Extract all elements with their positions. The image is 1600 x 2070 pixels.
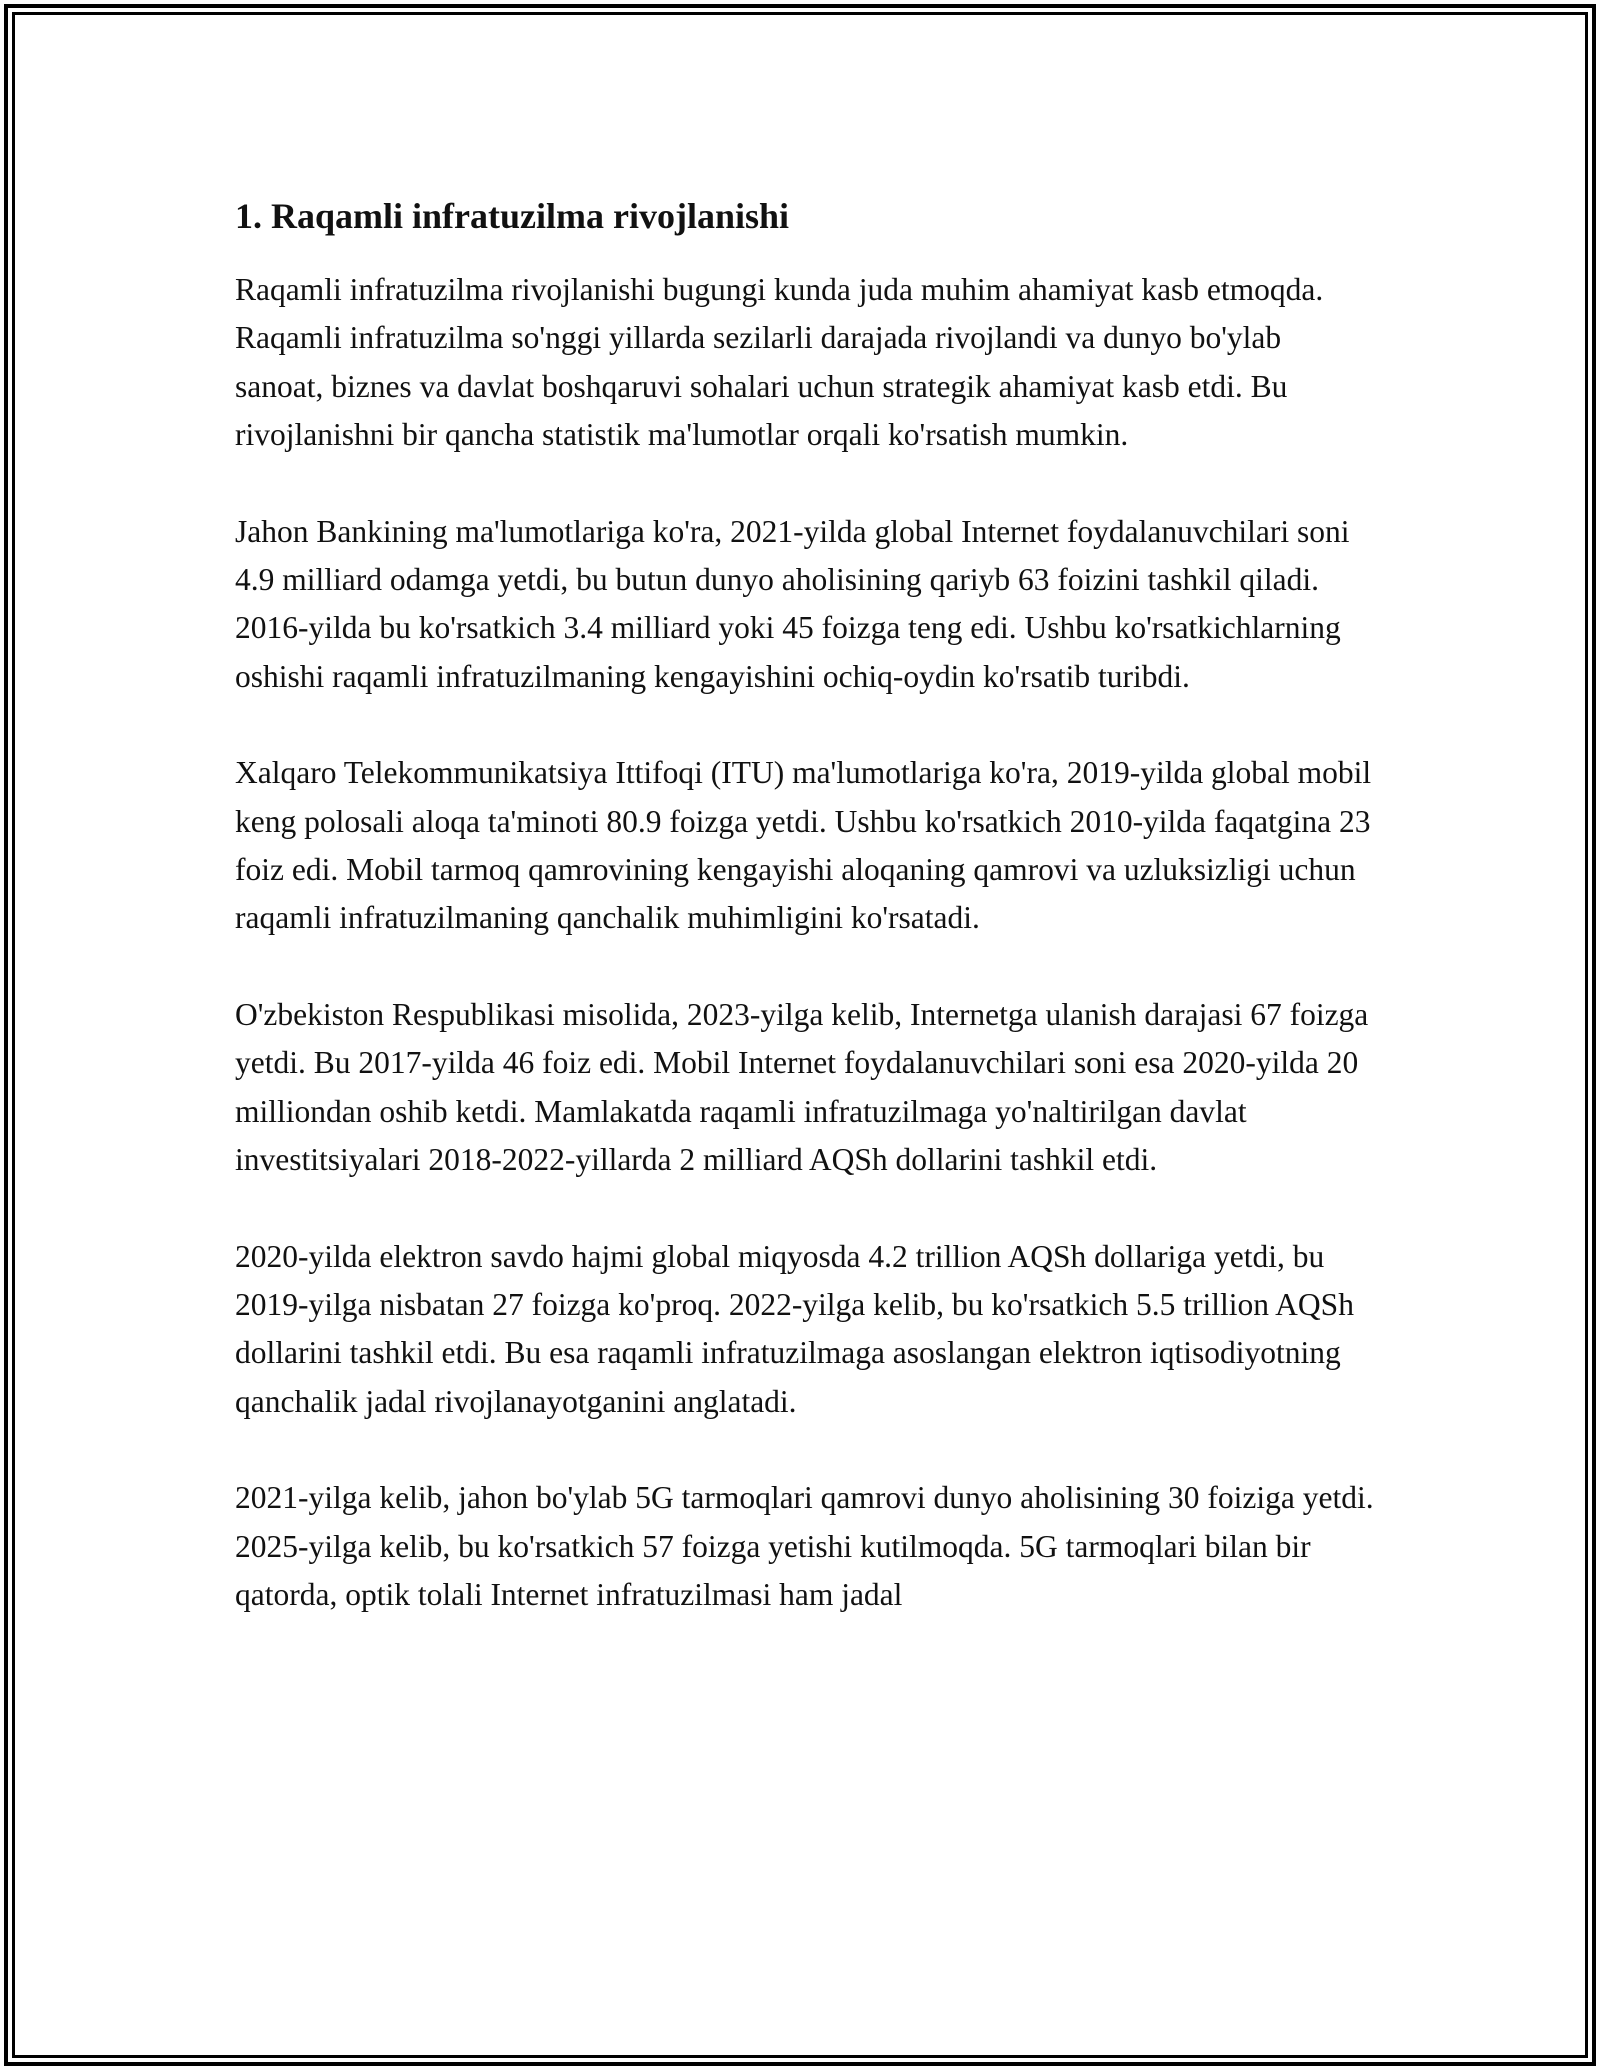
paragraph-ecommerce: 2020-yilda elektron savdo hajmi global miqyosda 4.2 trillion AQSh dollariga yetdi, bu 2019-yilga nisbatan 27 foizga ko'proq. 2022-yilga kelib, bu ko'rsatkich 5.5 trillion AQSh dollarini tashkil etdi. Bu esa raqamli infratuzilmaga asoslangan elektron iqtisodiyotning qanchalik jadal rivojlanayotganini anglatadi. <box>235 1238 1354 1419</box>
paragraph-5g: 2021-yilga kelib, jahon bo'ylab 5G tarmoqlari qamrovi dunyo aholisining 30 foiziga yetdi. 2025-yilga kelib, bu ko'rsatkich 57 foizga yetishi kutilmoqda. 5G tarmoqlari bilan bir qatorda, optik tolali Internet infratuzilmasi ham jadal <box>235 1480 1374 1612</box>
paragraph-itu: Xalqaro Telekommunikatsiya Ittifoqi (ITU) ma'lumotlariga ko'ra, 2019-yilda global mobil keng polosali aloqa ta'minoti 80.9 foizga yetdi. Ushbu ko'rsatkich 2010-yilda faqatgina 23 foiz edi. Mobil tarmoq qamrovining kengayishi aloqaning qamrovi va uzluksizligi uchun raqamli infratuzilmaning qanchalik muhimligini ko'rsatadi. <box>235 755 1372 936</box>
paragraph-uzbekistan: O'zbekiston Respublikasi misolida, 2023-yilga kelib, Internetga ulanish darajasi 67 foizga yetdi. Bu 2017-yilda 46 foiz edi. Mobil Internet foydalanuvchilari soni esa 2020-yilda 20 milliondan oshib ketdi. Mamlakatda raqamli infratuzilmaga yo'naltirilgan davlat investitsiyalari 2018-2022-yillarda 2 milliard AQSh dollarini tashkil etdi. <box>235 996 1369 1178</box>
section-heading: 1. Raqamli infratuzilma rivojlanishi <box>235 196 790 236</box>
paragraph-intro: Raqamli infratuzilma rivojlanishi bugungi kunda juda muhim ahamiyat kasb etmoqda. Raqamli infratuzilma so'nggi yillarda sezilarli darajada rivojlandi va dunyo bo'ylab sanoat, biznes va davlat boshqaruvi sohalari uchun strategik ahamiyat kasb etdi. Bu rivojlanishni bir qancha statistik ma'lumotlar orqali ko'rsatish mumkin. <box>235 272 1324 453</box>
document-body <box>235 188 1375 1619</box>
paragraph-world-bank: Jahon Bankining ma'lumotlariga ko'ra, 2021-yilda global Internet foydalanuvchilari soni 4.9 milliard odamga yetdi, bu butun dunyo aholisining qariyb 63 foizini tashkil qiladi. 2016-yilda bu ko'rsatkich 3.4 milliard yoki 45 foizga teng edi. Ushbu ko'rsatkichlarning oshishi raqamli infratuzilmaning kengayishini ochiq-oydin ko'rsatib turibdi. <box>235 513 1350 694</box>
